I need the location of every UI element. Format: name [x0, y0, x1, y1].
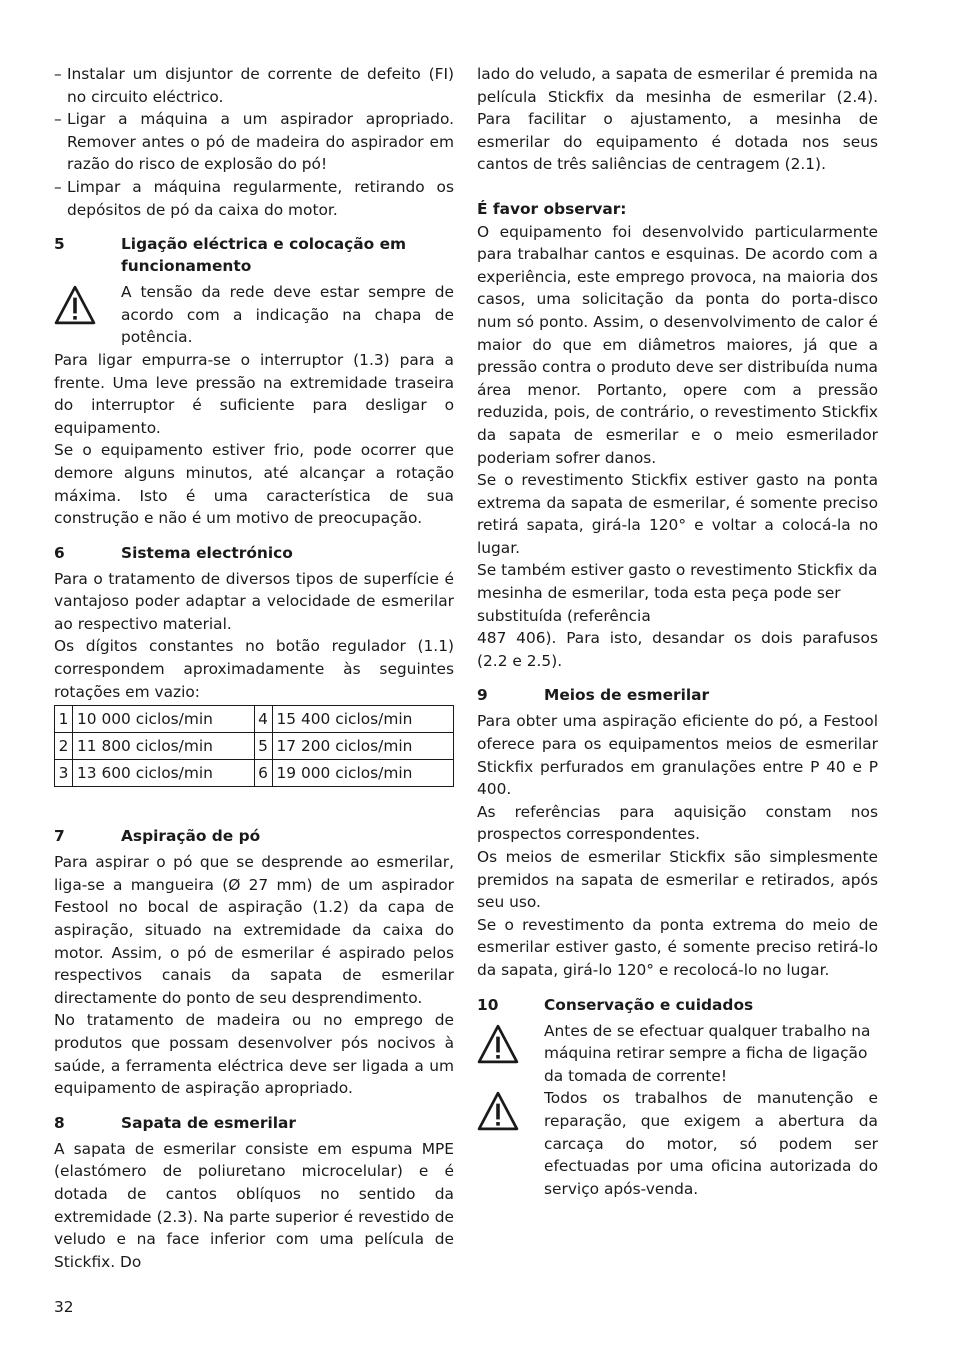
paragraph: Para aspirar o pó que se desprende ao esmerilar, liga-se a mangueira (Ø 27 mm) de um aspirador Festool no bocal de aspiração (1.2) da capa de aspiração, situado na extremidade da caixa do motor. Assim, o pó de esmerilar é aspirado pelos respectivos canais da sapata de esmerilar directamente do ponto de seu desprendimento. [54, 853, 454, 1007]
warning-icon [54, 281, 121, 332]
page-number: 32 [54, 1298, 74, 1316]
paragraph: Se o equipamento estiver frio, pode ocorrer que demore alguns minutos, até alcançar a rotação máxima. Isto é uma característica de sua construção e não é um motivo de preocupação. [54, 441, 454, 528]
paragraph: No tratamento de madeira ou no emprego de produtos que possam desenvolver pós nocivos à saúde, a ferramenta eléctrica deve ser ligada a um equipamento de aspiração apropriado. [54, 1011, 454, 1098]
warning-note: A tensão da rede deve estar sempre de acordo com a indicação na chapa de potência. [54, 281, 454, 349]
table-row: 1 10 000 ciclos/min 4 15 400 ciclos/min [55, 706, 454, 733]
left-column [54, 63, 454, 1273]
note-title: É favor observar: [477, 199, 627, 218]
speed-table [54, 705, 454, 787]
section-heading: 7 Aspiração de pó [54, 827, 261, 846]
section-heading: 9 Meios de esmerilar [477, 686, 710, 705]
list-item: – Ligar a máquina a um aspirador apropriado. Remover antes o pó de madeira do aspirador em razão do risco de explosão do pó! [54, 110, 454, 174]
paragraph: 487 406). Para isto, desandar os dois parafusos (2.2 e 2.5). [477, 629, 878, 670]
section-heading: 6 Sistema electrónico [54, 543, 293, 562]
paragraph: Se o revestimento da ponta extrema do meio de esmerilar estiver gasto, é somente preciso retirá-lo da sapata, girá-lo 120° e recolocá-lo no lugar. [477, 915, 878, 979]
warning-icon [477, 1020, 544, 1071]
warning-note: Todos os trabalhos de manutenção e reparação, que exigem a abertura da carcaça do motor, só podem ser efectuadas por uma oficina autorizada do serviço após-venda. [477, 1087, 878, 1200]
paragraph: lado do veludo, a sapata de esmerilar é premida na película Stickfix da mesinha de esmerilar (2.4). Para facilitar o ajustamento, a mesinha de esmerilar do equipamento é dotada nos seus cantos de três saliências de centragem (2.1). [477, 65, 878, 174]
paragraph: As referências para aquisição constam nos prospectos correspondentes. [477, 802, 878, 844]
section-heading: 10 Conservação e cuidados [477, 995, 754, 1014]
list-item: – Instalar um disjuntor de corrente de defeito (FI) no circuito eléctrico. [54, 65, 454, 106]
section-heading: 8 Sapata de esmerilar [54, 1113, 296, 1132]
paragraph: A sapata de esmerilar consiste em espuma MPE (elastómero de poliuretano microcelular) e é dotada de cantos oblíquos no sentido da extremidade (2.3). Na parte superior é revestido de veludo e na face inferior com uma película de Stickfix. Do [54, 1139, 454, 1271]
table-row: 2 11 800 ciclos/min 5 17 200 ciclos/min [55, 733, 454, 760]
paragraph: Os meios de esmerilar Stickfix são simplesmente premidos na sapata de esmerilar e retirados, após seu uso. [477, 848, 878, 912]
table-row: 3 13 600 ciclos/min 6 19 000 ciclos/min [55, 760, 454, 787]
paragraph: Se o revestimento Stickfix estiver gasto na ponta extrema da sapata de esmerilar, é somente preciso retirá sapata, girá-la 120° e voltar a colocá-la no lugar. [477, 471, 878, 557]
right-column [477, 63, 878, 1200]
paragraph: Para obter uma aspiração eficiente do pó, a Festool oferece para os equipamentos meios de esmerilar Stickfix perfurados em granulações entre P 40 e P 400. [477, 712, 878, 799]
paragraph: O equipamento foi desenvolvido particularmente para trabalhar cantos e esquinas. De acordo com a experiência, este emprego provoca, na maioria dos casos, uma solicitação da ponta do porta-disco num só ponto. Assim, o desenvolvimento de calor é maior do que em diâmetros maiores, já que a pressão contra o produto deve ser distribuída numa área menor. Portanto, opere com a pressão reduzida, pois, de contrário, o revestimento Stickfix da sapata de esmerilar e o meio esmerilador poderiam sofrer danos. [477, 222, 878, 467]
paragraph: Se também estiver gasto o revestimento Stickfix da mesinha de esmerilar, toda esta peça pode ser substituída (referência [477, 561, 878, 625]
paragraph: Para ligar empurra-se o interruptor (1.3) para a frente. Uma leve pressão na extremidade traseira do interruptor é suficiente para desligar o equipamento. [54, 350, 454, 437]
list-item: – Limpar a máquina regularmente, retirando os depósitos de pó da caixa do motor. [54, 177, 454, 219]
warning-note: Antes de se efectuar qualquer trabalho na máquina retirar sempre a ficha de ligação da tomada de corrente! [477, 1020, 878, 1088]
paragraph: Os dígitos constantes no botão regulador (1.1) correspondem aproximadamente às seguintes rotações em vazio: [54, 637, 454, 701]
warning-icon [477, 1087, 544, 1138]
paragraph: Para o tratamento de diversos tipos de superfície é vantajoso poder adaptar a velocidade de esmerilar ao respectivo material. [54, 569, 454, 633]
section-heading: 5 Ligação eléctrica e colocação em funcionamento [54, 235, 407, 276]
